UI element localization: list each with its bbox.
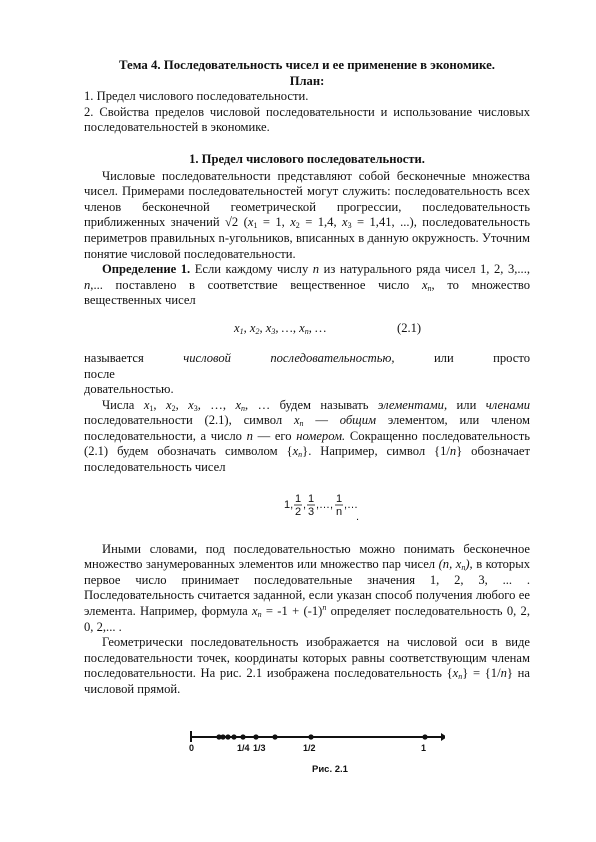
plan-heading: План: [289, 73, 325, 88]
paragraph-elements: Числа $x_1$, $x_2$, $x_3$, …, $x_n$, … будем называть элементами, или членами последовательности (2.1), символ $x_n$ — общим элементом, или членом последовательности, а число n — его номером. Сокращенно последовательность (2.1) будем обозначать символом $\{x_n\}$. Например, символ {1/n} обозначает последовательность чисел [84, 397, 531, 475]
svg-text:1: 1 [295, 492, 302, 505]
svg-text:1: 1 [336, 492, 343, 505]
svg-text:1: 1 [308, 492, 315, 505]
formula-2-1 [84, 321, 530, 339]
svg-text:.: . [356, 510, 360, 523]
paragraph-pairs: Иными словами, под последовательностью можно понимать бесконечное множество занумерованных элементов или множество пар чисел (n, $x_n$), в которых первое число принимает последовательные значения 1, 2, 3, ... . Последовательность считается заданной, если указан способ получения любого ее элемента. Например, формула $x_n = -1 + (-1)^n$ определяет последовательность 0, 2, 0, 2,... . [84, 541, 530, 634]
svg-text:1,: 1, [284, 498, 294, 511]
svg-text:,: , [303, 498, 307, 511]
harmonic-sequence-formula [284, 486, 364, 528]
axis-arrow-icon [441, 733, 445, 741]
formula-expression: $x_1$, $x_2$, $x_3$, …, $x_n$, … [234, 320, 327, 336]
label-zero: 0 [189, 743, 195, 753]
formula-number: (2.1) [397, 320, 422, 335]
paragraph-named: называется числовой последовательностью, или просто после [84, 350, 530, 381]
paragraph-1: Числовые последовательности представляют собой бесконечные множества чисел. Примерами последовательностей могут служить: последовательность всех членов бесконечной геометрической прогрессии, последовательность приближенных значений √2 ($x_1 = 1$, $x_2 = 1,4$, $x_3 = 1,41$, ...), последовательность периметров правильных n-угольников, вписанных в данную окружность. Уточним понятие числовой последовательности. [84, 168, 531, 261]
label-one: 1 [421, 743, 427, 753]
definition-label: Определение 1. [102, 262, 191, 277]
label-half: 1/2 [303, 743, 316, 753]
definition-1: Определение 1. Если каждому числу n из натурального ряда чисел 1, 2, 3,..., n,... поставлено в соответствие вещественное число $x_n$, то множество вещественных чисел [84, 262, 530, 308]
svg-text:3: 3 [308, 505, 315, 518]
paragraph-geometric: Геометрически последовательность изображается на числовой оси в виде последовательности точек, координаты которых равны соответствующим членам последовательности. На рис. 2.1 изображена последовательность $\{x_n\} = \{1/n\}$ на числовой прямой. [84, 635, 530, 696]
paragraph-named-cont: довательностью. [84, 382, 174, 397]
harmonic-sequence [84, 484, 530, 530]
svg-text:,…: ,… [344, 498, 359, 511]
number-line-figure [185, 728, 445, 776]
section-heading: 1. Предел числового последовательности. [189, 151, 425, 166]
label-third: 1/3 [253, 743, 266, 753]
svg-text:n: n [336, 505, 343, 518]
sqrt-two: √2 [225, 215, 239, 230]
label-quarter: 1/4 [237, 743, 250, 753]
plan-item-1: 1. Предел числового последовательности. [84, 89, 309, 104]
plan-item-2: 2. Свойства пределов числовой последовательности и использование числовых последовательностей в экономике. [84, 104, 530, 135]
p1-text-c: последовательность периметров правильных n-угольников, вписанных в данную окружность. Уточним понятие числовой последовательности. [84, 215, 531, 261]
figure-caption: Рис. 2.1 [312, 764, 348, 775]
topic-title: Тема 4. Последовательность чисел и ее применение в экономике. [119, 58, 495, 72]
svg-text:2: 2 [295, 505, 302, 518]
svg-text:,…,: ,…, [316, 498, 334, 511]
document-page [84, 58, 530, 698]
p1-text-a: Числовые последовательности представляют собой бесконечные множества чисел. Примерами последовательностей могут служить: последовательность всех членов бесконечной геометрической прогрессии, последовательность приближенных значений [84, 168, 530, 230]
